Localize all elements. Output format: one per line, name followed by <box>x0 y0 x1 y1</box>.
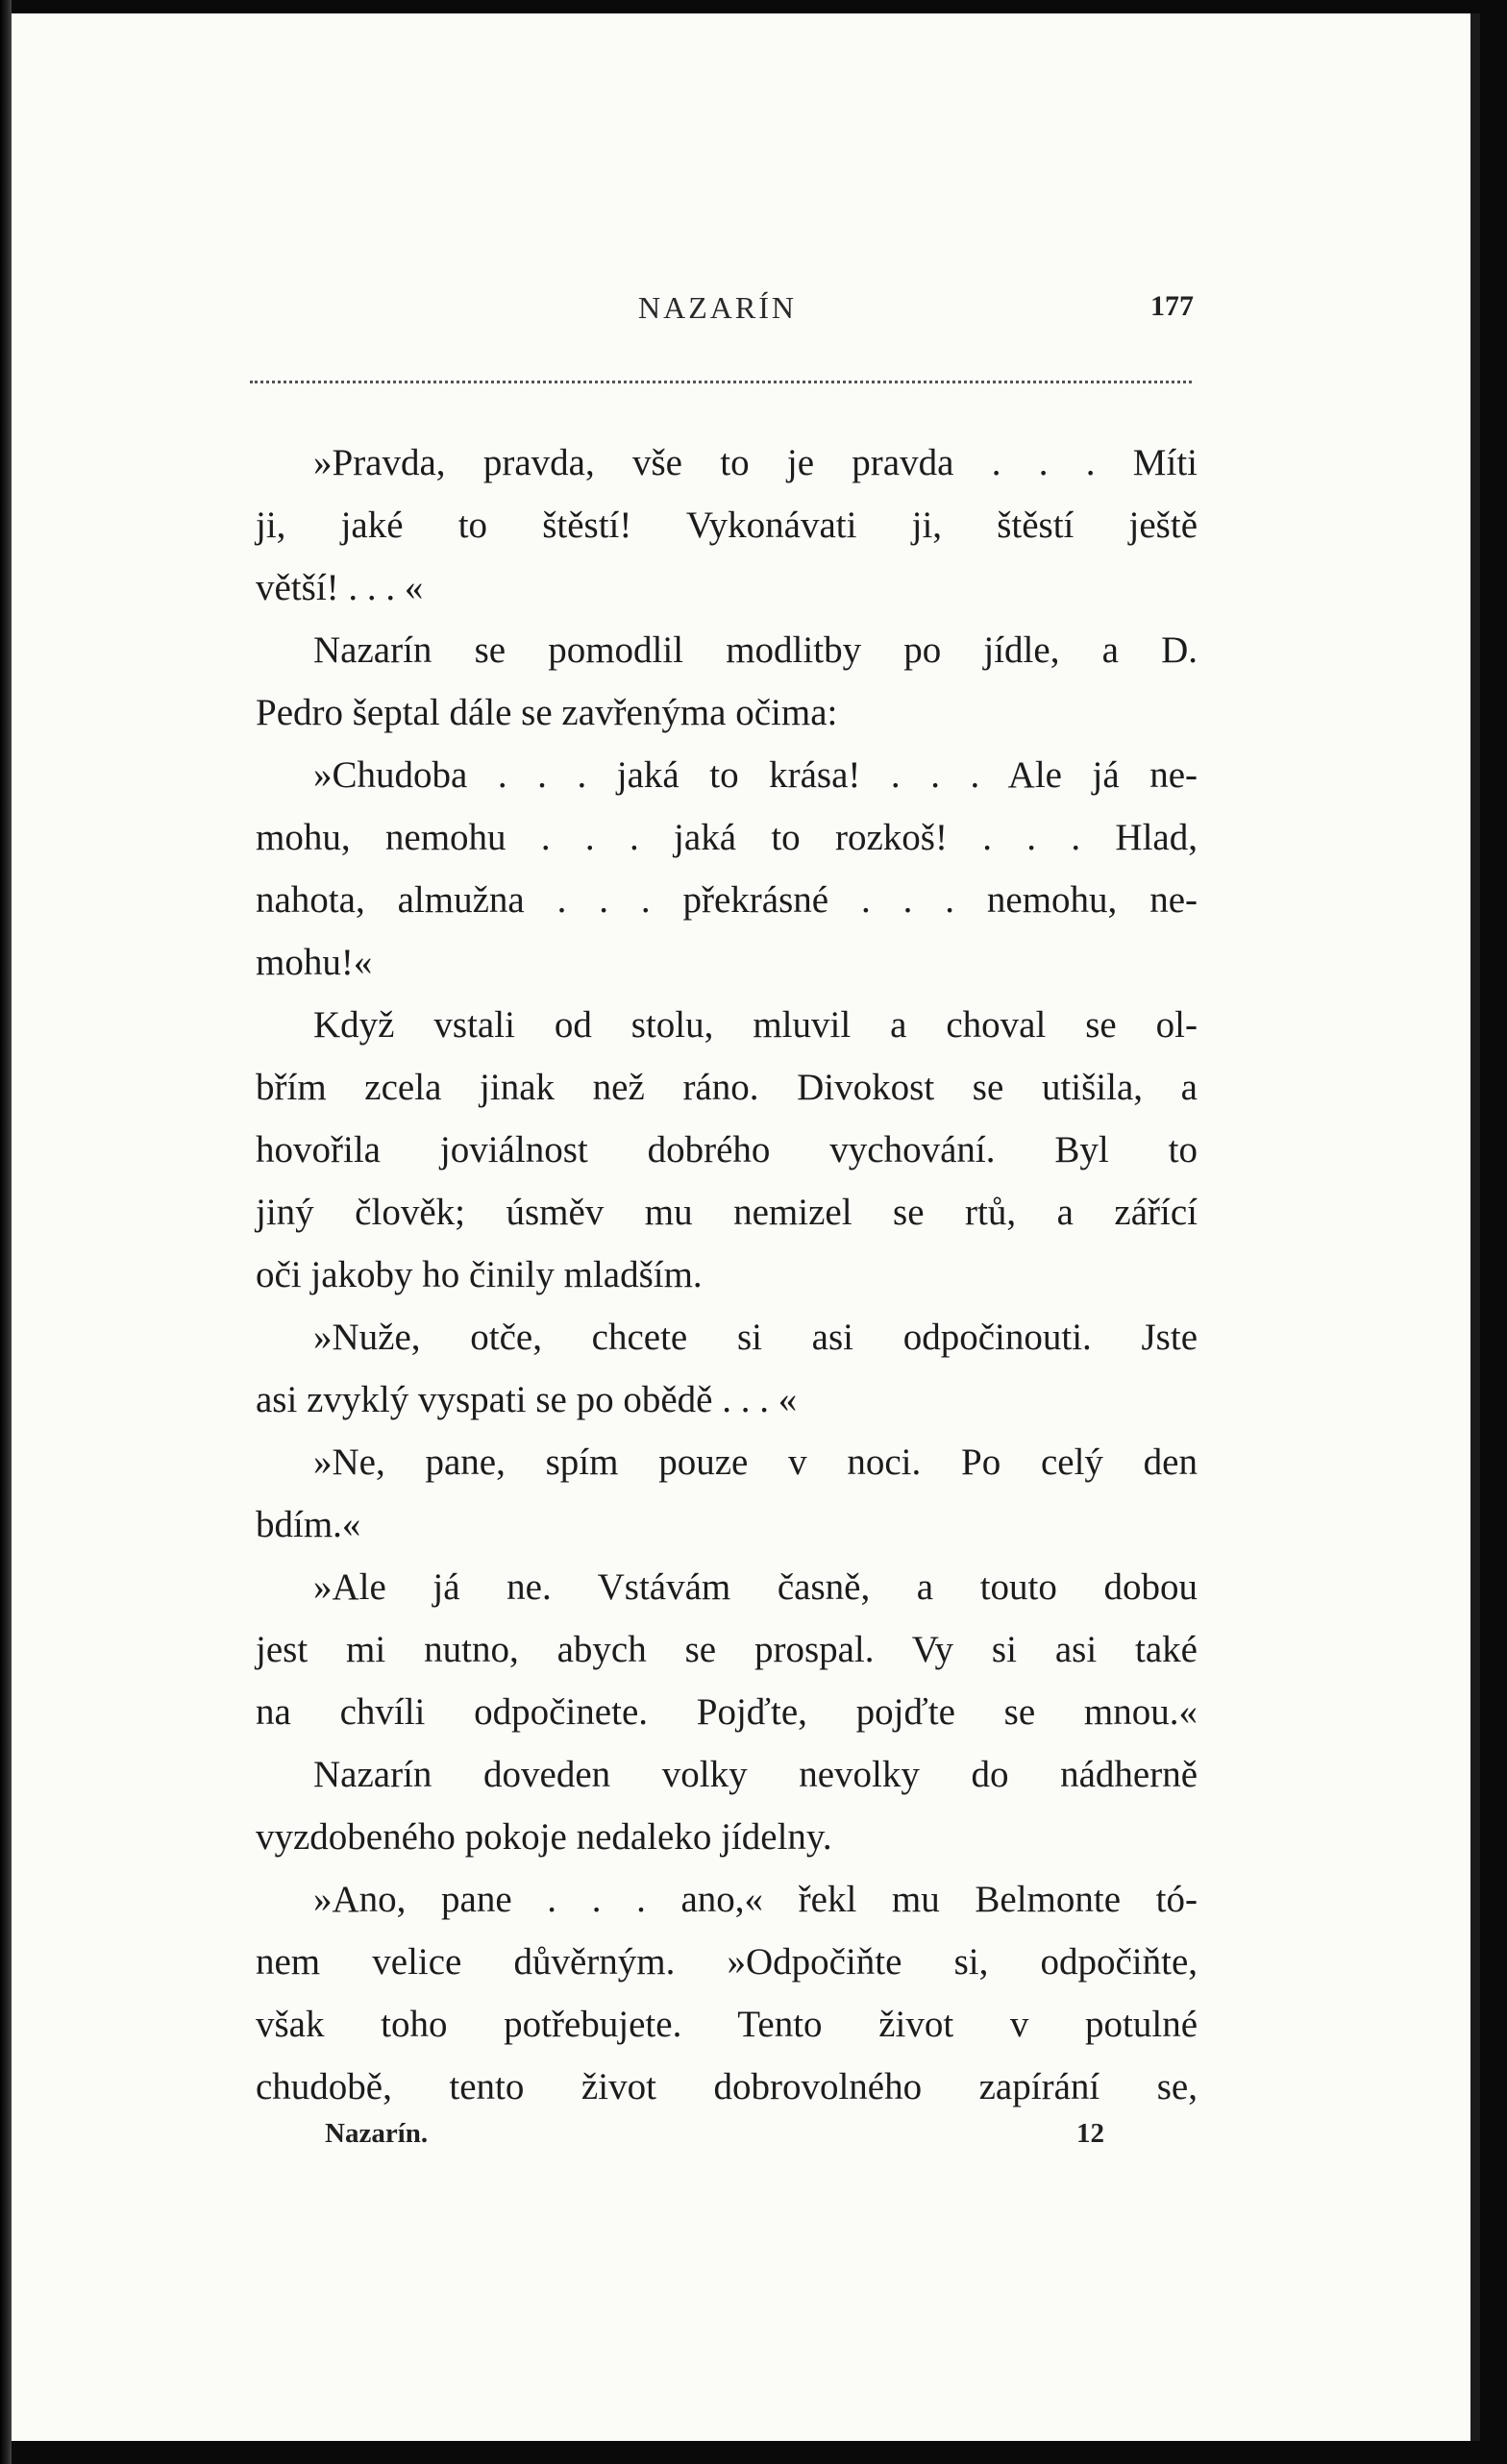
signature-mark: Nazarín. <box>325 2118 429 2149</box>
page-header <box>242 290 1194 334</box>
text-line: Nazarín se pomodlil modlitby po jídle, a D. <box>313 629 1198 671</box>
header-rule <box>250 381 1192 383</box>
text-line: břím zcela jinak než ráno. Divokost se utišila, a <box>256 1067 1198 1108</box>
text-line: větší! . . . « <box>256 567 424 608</box>
text-line: však toho potřebujete. Tento život v potulné <box>256 2004 1198 2045</box>
book-page <box>12 13 1480 2441</box>
text-line: »Ano, pane . . . ano,« řekl mu Belmonte tó- <box>313 1879 1198 1920</box>
text-line: vyzdobeného pokoje nedaleko jídelny. <box>256 1816 832 1858</box>
text-line: Pedro šeptal dále se zavřenýma očima: <box>256 692 838 733</box>
text-line: mohu, nemohu . . . jaká to rozkoš! . . . Hlad, <box>256 817 1198 858</box>
text-line: oči jakoby ho činily mladším. <box>256 1254 703 1295</box>
text-line: »Pravda, pravda, vše to je pravda . . . Míti <box>313 442 1198 483</box>
text-line: bdím.« <box>256 1504 361 1545</box>
text-line: ji, jaké to štěstí! Vykonávati ji, štěstí ještě <box>256 505 1198 546</box>
signature-number: 12 <box>1076 2118 1104 2149</box>
text-line: »Ne, pane, spím pouze v noci. Po celý den <box>313 1441 1198 1483</box>
text-line: »Nuže, otče, chcete si asi odpočinouti. Jste <box>313 1317 1198 1358</box>
text-line: »Chudoba . . . jaká to krása! . . . Ale já ne- <box>313 754 1198 796</box>
running-title: NAZARÍN <box>638 290 797 325</box>
book-spine-edge <box>0 0 12 2464</box>
text-line: nem velice důvěrným. »Odpočiňte si, odpočiňte, <box>256 1941 1198 1983</box>
text-line: Když vstali od stolu, mluvil a choval se ol- <box>313 1004 1198 1046</box>
text-line: asi zvyklý vyspati se po obědě . . . « <box>256 1379 798 1420</box>
text-line: jiný člověk; úsměv mu nemizel se rtů, a zářící <box>256 1192 1198 1233</box>
text-line: Nazarín doveden volky nevolky do nádherně <box>313 1754 1198 1795</box>
text-line: chudobě, tento život dobrovolného zapírání se, <box>256 2066 1198 2107</box>
body-text <box>256 431 1198 2118</box>
text-line: na chvíli odpočinete. Pojďte, pojďte se mnou.« <box>256 1691 1198 1733</box>
text-line: nahota, almužna . . . překrásné . . . nemohu, ne- <box>256 879 1198 921</box>
text-line: hovořila joviálnost dobrého vychování. Byl to <box>256 1129 1198 1170</box>
text-line: »Ale já ne. Vstávám časně, a touto dobou <box>313 1566 1198 1608</box>
text-line: mohu!« <box>256 942 373 983</box>
page-number: 177 <box>1150 290 1194 322</box>
text-line: jest mi nutno, abych se prospal. Vy si asi také <box>256 1629 1198 1670</box>
